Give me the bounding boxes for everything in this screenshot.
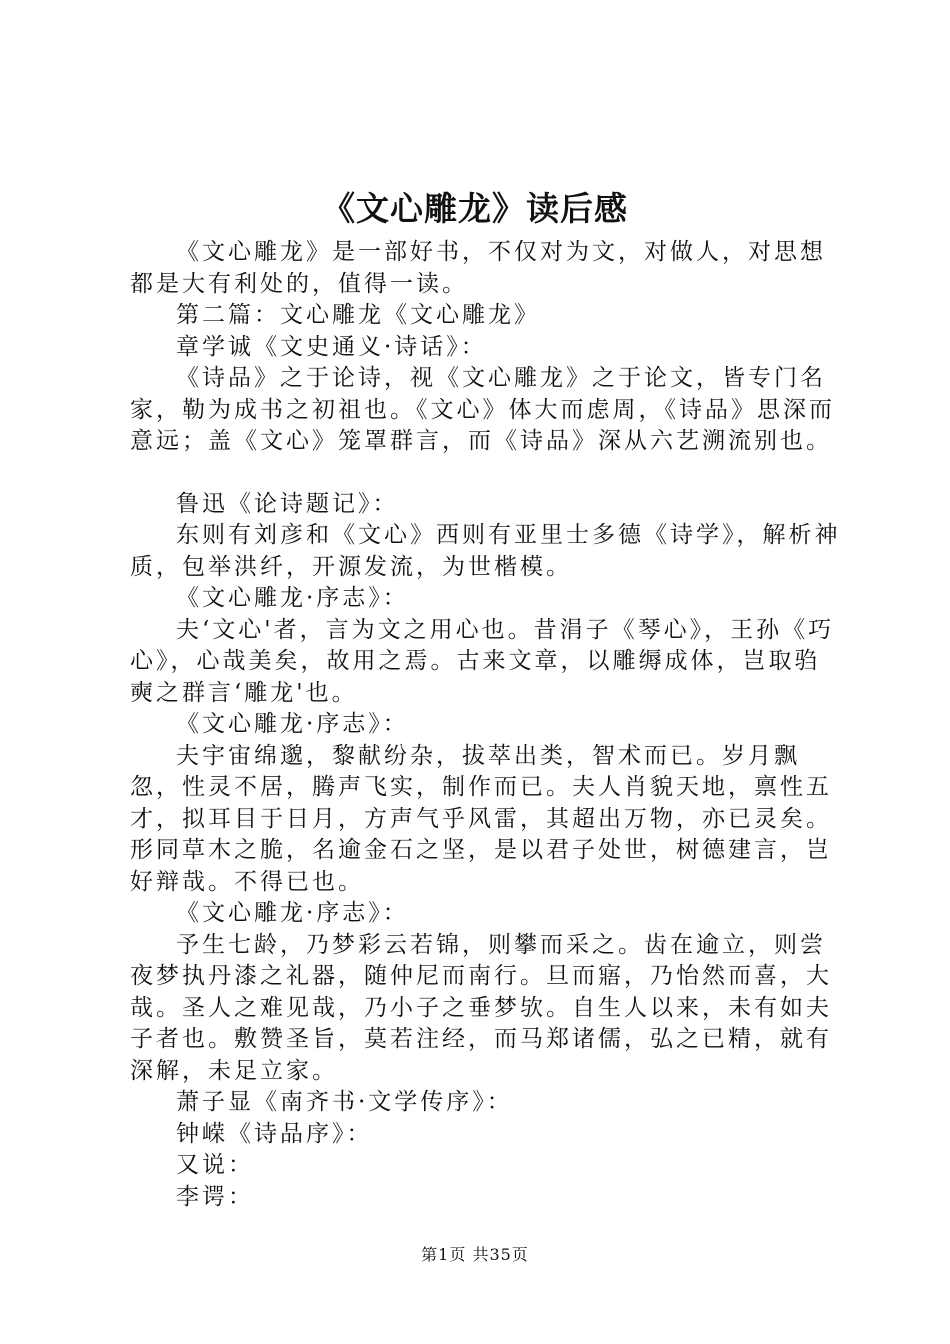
paragraph: 东则有刘彦和《文心》西则有亚里士多德《诗学》，解析神质，包举洪纤，开源发流，为世楷模。 [130,522,841,580]
page-number-footer: 第1页 共35页 [421,1245,529,1264]
paragraph: 李谔： [176,1183,254,1210]
paragraph: 予生七龄，乃梦彩云若锦，则攀而采之。齿在逾立，则尝夜梦执丹漆之礼器，随仲尼而南行。旦而寤，乃怡然而喜，大哉。圣人之难见哉，乃小子之垂梦欤。自生人以来，未有如夫子者也。敷赞圣旨，莫若注经，而马郑诸儒，弘之已精，就有深解，未足立家。 [130,931,832,1084]
paragraph: 《文心雕龙·序志》： [176,711,409,737]
paragraph: 《文心雕龙·序志》： [176,585,409,611]
paragraph: 《文心雕龙》是一部好书，不仅对为文，对做人，对思想都是大有利处的，值得一读。 [130,239,826,297]
paragraph: 夫‘文心'者，言为文之用心也。昔涓子《琴心》，王孙《巧心》，心哉美矣，故用之焉。古来文章，以雕缛成体，岂取驺奭之群言‘雕龙'也。 [130,616,835,706]
paragraph: 鲁迅《论诗题记》： [176,490,399,517]
paragraph: 又说： [176,1152,254,1178]
paragraph: 章学诚《文史通义·诗话》： [176,333,487,360]
paragraph: 钟嵘《诗品序》： [176,1120,373,1147]
paragraph: 夫宇宙绵邈，黎献纷杂，拔萃出类，智术而已。岁月飘忽，性灵不居，腾声飞实，制作而已。夫人肖貌天地，禀性五才，拟耳目于日月，方声气乎风雷，其超出万物，亦已灵矣。形同草木之脆，名逾金石之坚，是以君子处世，树德建言，岂好辩哉。不得已也。 [130,742,832,895]
document-body [130,237,842,1213]
paragraph: 第二篇：文心雕龙《文心雕龙》 [176,302,540,328]
document-title: 《文心雕龙》读后感 [322,189,628,228]
paragraph: 《文心雕龙·序志》： [176,900,409,926]
paragraph: 《诗品》之于论诗，视《文心雕龙》之于论文，皆专门名家，勒为成书之初祖也。《文心》体大而虑周，《诗品》思深而意远；盖《文心》笼罩群言，而《诗品》深从六艺溯流别也。 [130,365,835,454]
paragraph: 萧子显《南齐书·文学传序》： [176,1089,513,1115]
